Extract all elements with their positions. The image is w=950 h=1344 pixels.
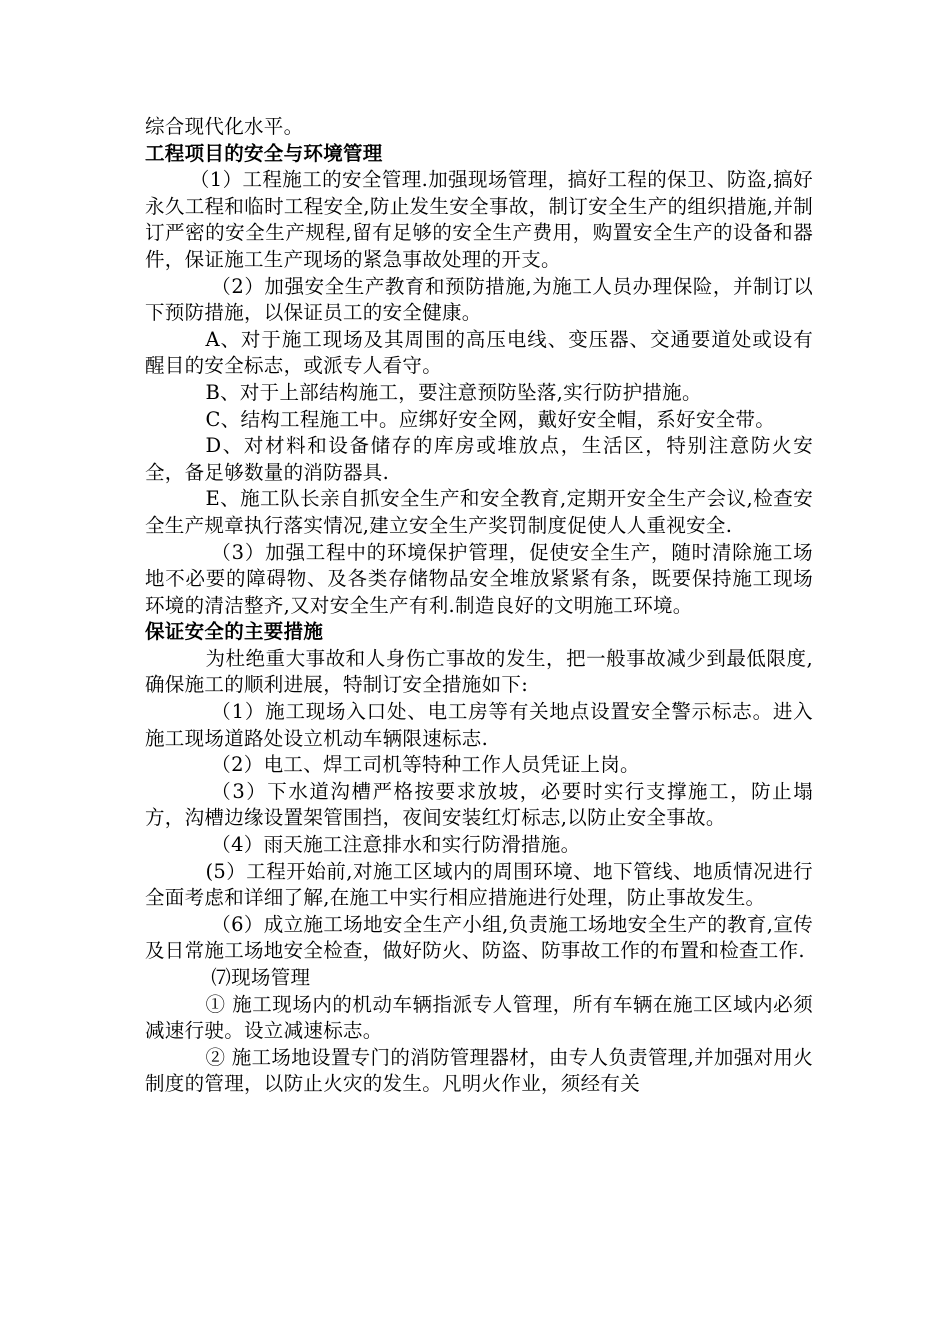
section-heading-safety-environment: 工程项目的安全与环境管理 [145, 141, 383, 165]
paragraph-measure-6: （6）成立施工场地安全生产小组,负责施工场地安全生产的教育,宣传及日常施工场地安全检查，做好防火、防盗、防事故工作的布置和检查工作. [145, 912, 813, 963]
paragraph-measure-2: （2）电工、焊工司机等特种工作人员凭证上岗。 [211, 753, 640, 777]
paragraph-environment-protection: （3）加强工程中的环境保护管理，促使安全生产，随时清除施工场地不必要的障碍物、及各类存储物品安全堆放紧紧有条，既要保持施工现场环境的清洁整齐,又对安全生产有利.制造良好的文明施工环境。 [145, 540, 813, 617]
paragraph-site-item-2: ② 施工场地设置专门的消防管理器材，由专人负责管理,并加强对用火制度的管理，以防止火灾的发生。凡明火作业，须经有关 [145, 1045, 813, 1096]
paragraph-measure-7-title: ⑺现场管理 [211, 966, 311, 989]
paragraph-item-a: A、对于施工现场及其周围的高压电线、变压器、交通要道处或设有醒目的安全标志，或派专人看守。 [145, 327, 813, 378]
paragraph-item-b: B、对于上部结构施工，要注意预防坠落,实行防护措施。 [205, 380, 702, 404]
paragraph-safety-education: （2）加强安全生产教育和预防措施,为施工人员办理保险，并制订以下预防措施，以保证员工的安全健康。 [145, 274, 813, 325]
paragraph-item-e: E、施工队长亲自抓安全生产和安全教育,定期开安全生产会议,检查安全生产规章执行落实情况,建立安全生产奖罚制度促使人人重视安全. [145, 487, 813, 537]
paragraph-measure-3: （3）下水道沟槽严格按要求放坡，必要时实行支撑施工，防止塌方，沟槽边缘设置架管围挡，夜间安装红灯标志,以防止安全事故。 [145, 779, 813, 830]
paragraph-measure-4: （4）雨天施工注意排水和实行防滑措施。 [211, 833, 581, 857]
paragraph-measure-5: (5）工程开始前,对施工区域内的周围环境、地下管线、地质情况进行全面考虑和详细了解,在施工中实行相应措施进行处理，防止事故发生。 [145, 859, 813, 910]
document-page [145, 114, 813, 1098]
paragraph-safety-management: （1）工程施工的安全管理.加强现场管理，搞好工程的保卫、防盗,搞好永久工程和临时工程安全,防止发生安全事故，制订安全生产的组织措施,并制订严密的安全生产规程,留有足够的安全生产费用，购置安全生产的设备和器件，保证施工生产现场的紧急事故处理的开支。 [145, 168, 813, 271]
section-heading-safety-measures: 保证安全的主要措施 [145, 620, 324, 644]
paragraph-item-d: D、对材料和设备储存的库房或堆放点，生活区，特别注意防火安全，备足够数量的消防器具. [145, 434, 813, 484]
paragraph-measures-intro: 为杜绝重大事故和人身伤亡事故的发生，把一般事故减少到最低限度,确保施工的顺利进展，特制订安全措施如下: [145, 646, 813, 697]
paragraph-intro-end: 综合现代化水平。 [145, 115, 304, 138]
paragraph-measure-1: （1）施工现场入口处、电工房等有关地点设置安全警示标志。进入施工现场道路处设立机动车辆限速标志. [145, 700, 813, 750]
paragraph-item-c: C、结构工程施工中。应绑好安全网，戴好安全帽，系好安全带。 [205, 407, 776, 431]
paragraph-site-item-1: ① 施工现场内的机动车辆指派专人管理，所有车辆在施工区域内必须减速行驶。设立减速标志。 [145, 992, 813, 1043]
